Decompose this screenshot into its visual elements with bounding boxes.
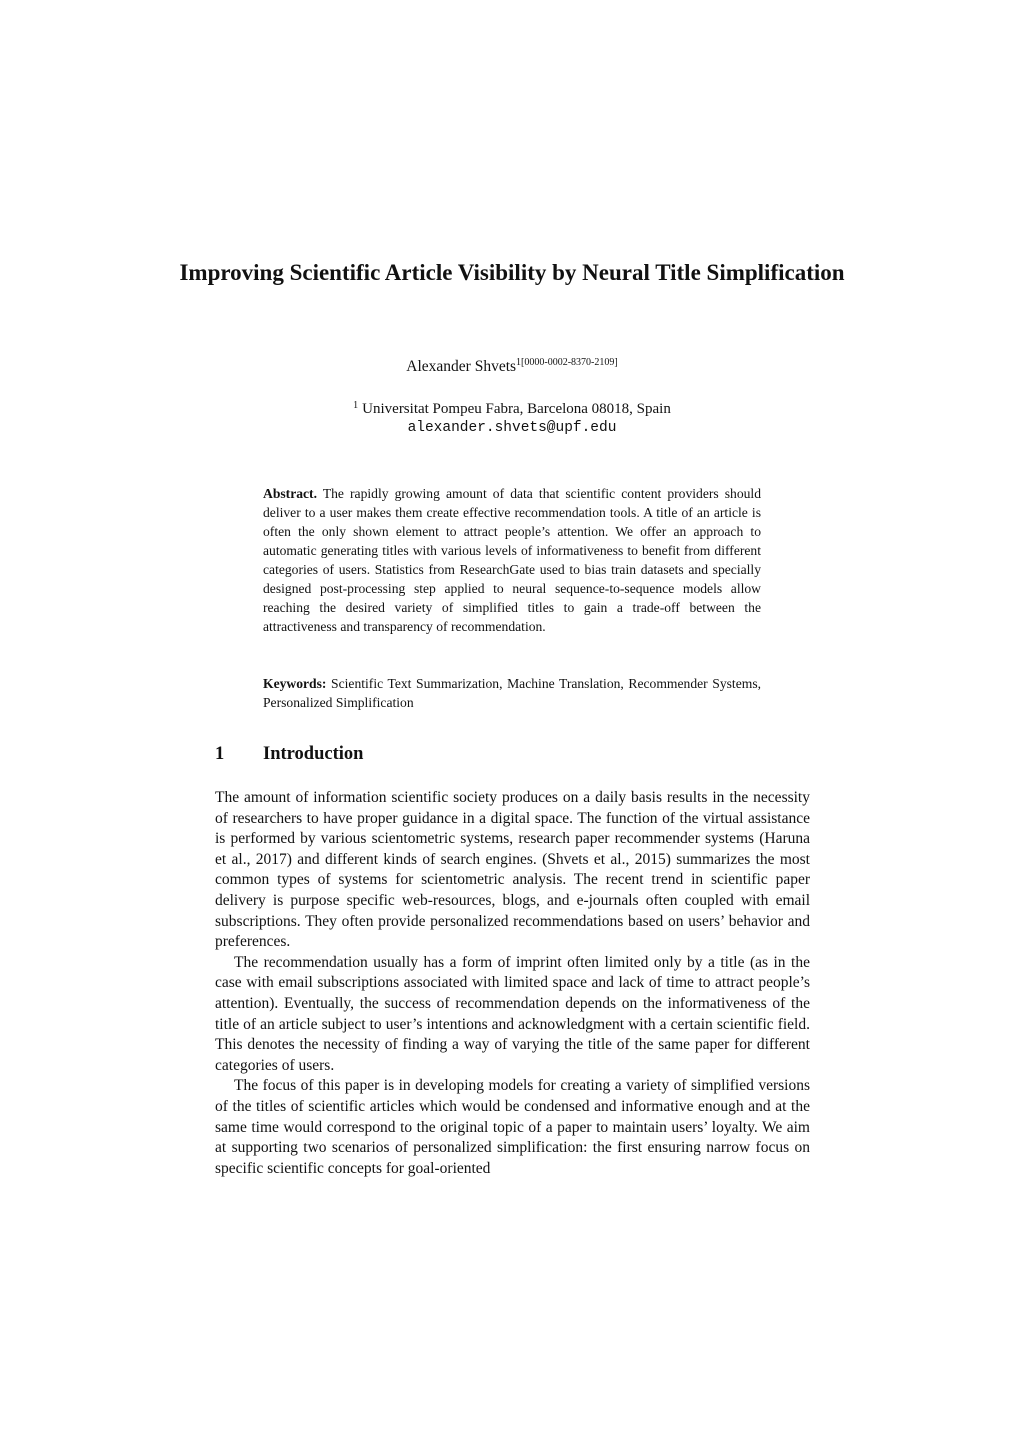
- paper-title: Improving Scientific Article Visibility by Neural Title Simplification: [179, 260, 845, 285]
- affiliation-number: 1: [353, 400, 359, 411]
- keywords-label: Keywords:: [263, 676, 327, 691]
- section-heading: [215, 744, 363, 765]
- section-number: 1: [215, 744, 225, 764]
- body-text: [215, 788, 810, 1179]
- author-line: [150, 357, 874, 376]
- affiliation-line: [150, 396, 874, 419]
- affiliation-block: [150, 396, 874, 438]
- abstract-text: The rapidly growing amount of data that scientific content providers should deliver to a user makes them create effective recommendation tools. A title of an article is often the only shown element to attract people’s attention. We offer an approach to automatic generating titles with various levels of informativeness to benefit from different categories of users. Statistics from ResearchGate used to bias train datasets and specially designed post-processing step applied to neural sequence-to-sequence models allow reaching the desired variety of simplified titles to gain a trade-off between the attractiveness and transparency of recommendation.: [263, 486, 762, 634]
- author-name: Alexander Shvets: [406, 358, 517, 375]
- paragraph: The amount of information scientific society produces on a daily basis results in the necessity of researchers to have proper guidance in a digital space. The function of the virtual assistance is performed by various scientometric systems, research paper recommender systems (Haruna et al., 2017) and different kinds of search engines. (Shvets et al., 2015) summarizes the most common types of systems for scientometric analysis. The recent trend in scientific paper delivery is purpose specific web-resources, blogs, and e-journals often coupled with email subscriptions. They often provide personalized recommendations based on users’ behavior and preferences.: [215, 789, 810, 951]
- affiliation-text: Universitat Pompeu Fabra, Barcelona 08018, Spain: [362, 401, 671, 417]
- abstract: [263, 484, 761, 636]
- keywords-text: Scientific Text Summarization, Machine Translation, Recommender Systems, Personalized Simplification: [263, 676, 762, 710]
- author-orcid: 1[0000-0002-8370-2109]: [516, 357, 618, 368]
- author-email: alexander.shvets@upf.edu: [407, 420, 617, 436]
- abstract-label: Abstract.: [263, 486, 317, 501]
- paragraph: The recommendation usually has a form of imprint often limited only by a title (as in the case with email subscriptions associated with limited space and lack of time to attract people’s attention). Eventually, the success of recommendation depends on the informativeness of the title of an article subject to user’s intentions and acknowledgment with a certain scientific field. This denotes the necessity of finding a way of varying the title of the same paper for different categories of users.: [215, 953, 810, 1074]
- keywords: [263, 674, 761, 712]
- section-title: Introduction: [263, 744, 364, 764]
- paragraph: The focus of this paper is in developing models for creating a variety of simplified versions of the titles of scientific articles which would be condensed and informative enough and at the same time would correspond to the original topic of a paper to maintain users’ loyalty. We aim at supporting two scenarios of personalized simplification: the first ensuring narrow focus on specific scientific concepts for goal-oriented: [215, 1077, 810, 1177]
